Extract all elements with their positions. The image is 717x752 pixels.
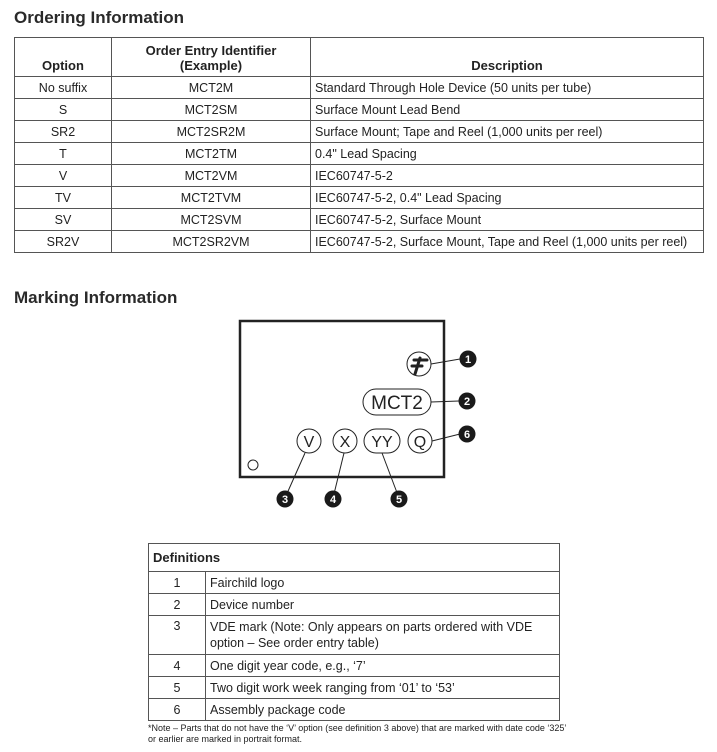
header-option: Option (15, 38, 112, 77)
identifier-cell: MCT2TVM (112, 187, 311, 209)
callout-1: 1 (464, 354, 472, 366)
callout-4: 4 (329, 494, 337, 506)
description-cell: 0.4" Lead Spacing (311, 143, 704, 165)
def-number: 3 (149, 616, 206, 655)
marking-diagram (230, 314, 490, 514)
option-cell: TV (15, 187, 112, 209)
table-row (15, 99, 704, 121)
callout-6: 6 (463, 429, 471, 441)
device-number: MCT2 (371, 393, 423, 414)
description-cell: Surface Mount Lead Bend (311, 99, 704, 121)
marking-title: Marking Information (14, 288, 178, 307)
description-cell: IEC60747-5-2, Surface Mount (311, 209, 704, 231)
identifier-cell: MCT2SR2M (112, 121, 311, 143)
option-cell: T (15, 143, 112, 165)
option-cell: No suffix (15, 77, 112, 99)
table-row (149, 594, 560, 616)
code-q: Q (413, 434, 427, 451)
table-row (15, 77, 704, 99)
def-text: Two digit work week ranging from ‘01’ to ‘53’ (206, 677, 560, 699)
identifier-cell: MCT2VM (112, 165, 311, 187)
description-cell: Standard Through Hole Device (50 units per tube) (311, 77, 704, 99)
table-row (15, 187, 704, 209)
def-text: Device number (206, 594, 560, 616)
callout-5: 5 (395, 494, 403, 506)
code-x: X (339, 434, 351, 451)
table-row (149, 572, 560, 594)
identifier-cell: MCT2SR2VM (112, 231, 311, 253)
callout-2: 2 (463, 396, 471, 408)
def-number: 4 (149, 655, 206, 677)
table-row (15, 121, 704, 143)
definitions-title: Definitions (149, 544, 560, 572)
def-number: 1 (149, 572, 206, 594)
def-number: 6 (149, 699, 206, 721)
table-row (149, 616, 560, 655)
option-cell: SR2V (15, 231, 112, 253)
code-yy: YY (371, 434, 393, 451)
def-text: VDE mark (Note: Only appears on parts ordered with VDE option – See order entry table) (206, 616, 560, 655)
description-cell: IEC60747-5-2, 0.4" Lead Spacing (311, 187, 704, 209)
option-cell: V (15, 165, 112, 187)
identifier-cell: MCT2SM (112, 99, 311, 121)
option-cell: SV (15, 209, 112, 231)
description-cell: IEC60747-5-2 (311, 165, 704, 187)
description-cell: Surface Mount; Tape and Reel (1,000 units per reel) (311, 121, 704, 143)
footnote: *Note – Parts that do not have the ‘V’ option (see definition 3 above) that are marked with date code ‘325’ or earlier are marked in portrait format. (148, 723, 567, 744)
def-number: 2 (149, 594, 206, 616)
header-identifier-line2: (Example) (179, 58, 243, 73)
table-row (15, 231, 704, 253)
table-row (149, 699, 560, 721)
code-v: V (303, 434, 315, 451)
ordering-title: Ordering Information (14, 8, 184, 27)
def-text: One digit year code, e.g., ‘7’ (206, 655, 560, 677)
ordering-table (14, 37, 704, 253)
table-row (149, 655, 560, 677)
option-cell: SR2 (15, 121, 112, 143)
header-identifier-line1: Order Entry Identifier (145, 43, 277, 58)
table-row (15, 165, 704, 187)
table-row (15, 209, 704, 231)
header-identifier (112, 38, 311, 77)
def-text: Assembly package code (206, 699, 560, 721)
callout-3: 3 (281, 494, 289, 506)
header-description: Description (311, 38, 704, 77)
identifier-cell: MCT2SVM (112, 209, 311, 231)
identifier-cell: MCT2M (112, 77, 311, 99)
option-cell: S (15, 99, 112, 121)
identifier-cell: MCT2TM (112, 143, 311, 165)
table-row (149, 677, 560, 699)
description-cell: IEC60747-5-2, Surface Mount, Tape and Reel (1,000 units per reel) (311, 231, 704, 253)
table-row (15, 143, 704, 165)
def-number: 5 (149, 677, 206, 699)
definitions-table (148, 543, 560, 721)
def-text: Fairchild logo (206, 572, 560, 594)
